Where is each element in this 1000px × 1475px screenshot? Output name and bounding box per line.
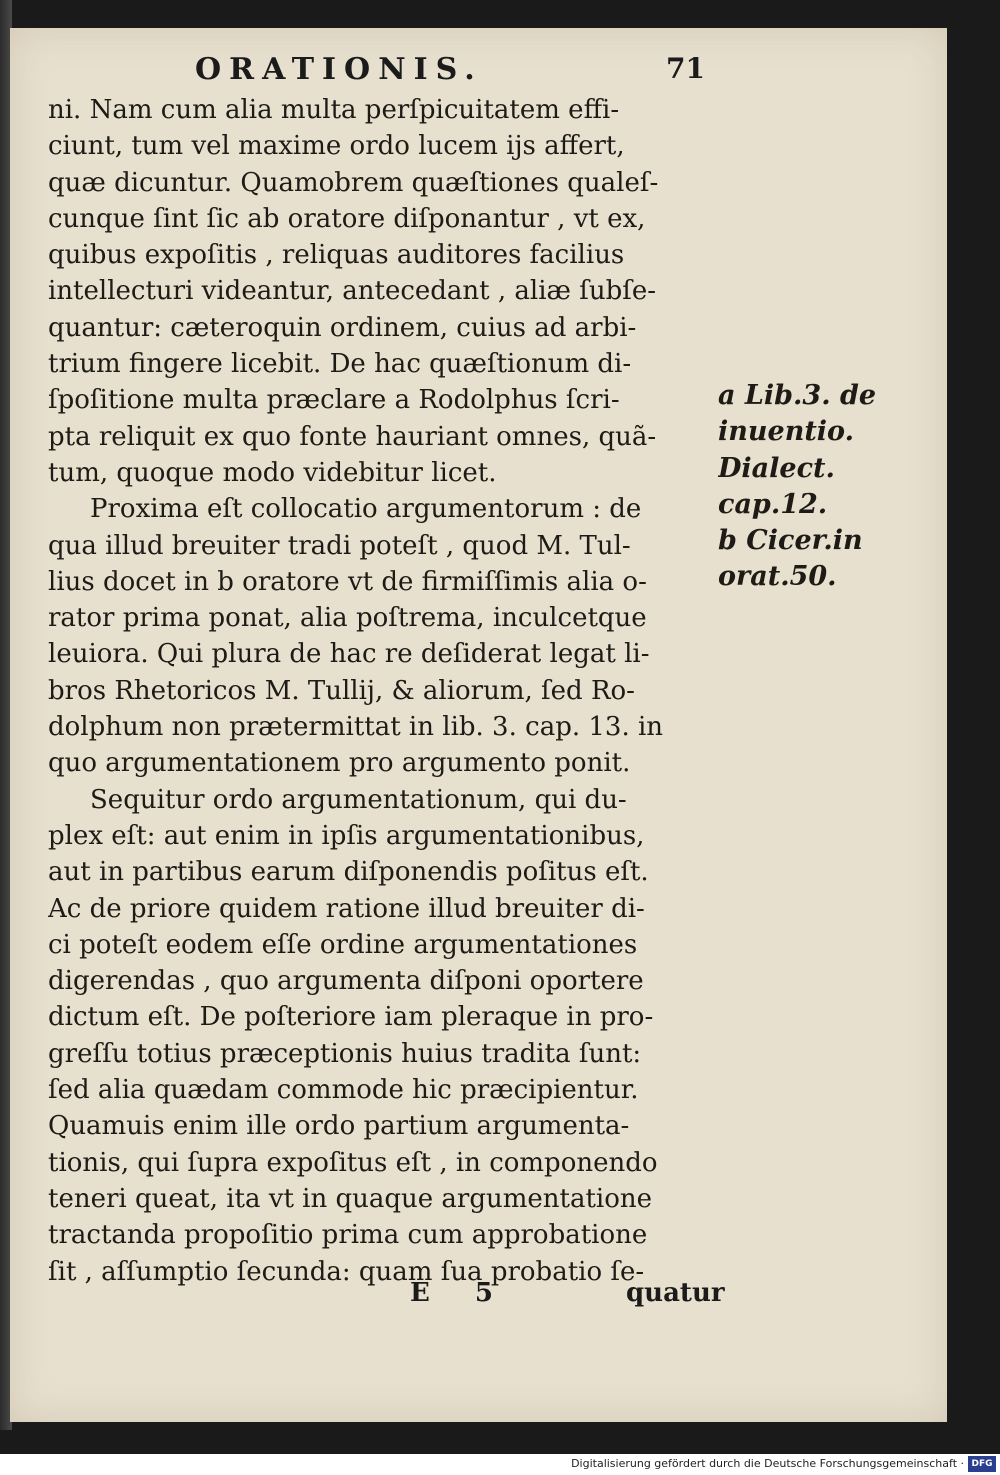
margin-note: a Lib.3. de	[718, 380, 877, 411]
margin-note: b Cicer.in	[718, 525, 863, 557]
text-line: aut in partibus earum diſponendis poſitus eſt.	[48, 857, 649, 888]
signature-mark: E 5	[410, 1278, 511, 1308]
text-line: quæ dicuntur. Quamobrem quæſtiones qualeſ-	[48, 167, 659, 198]
margin-note: Dialect.	[718, 452, 835, 484]
text-line: plex eſt: aut enim in ipſis argumentationibus,	[48, 820, 645, 851]
text-line: ci poteſt eodem eſſe ordine argumentationes	[48, 929, 638, 960]
text-line: qua illud breuiter tradi poteſt , quod M. Tul-	[48, 530, 631, 561]
text-line: tionis, qui ſupra expoſitus eſt , in componendo	[48, 1147, 658, 1178]
text-line: lius docet in b oratore vt de firmiſſimis alia o-	[48, 566, 647, 597]
page-number: 71	[666, 52, 705, 85]
text-line: ſit , aſſumptio ſecunda: quam ſua probatio ſe-	[48, 1256, 645, 1287]
text-line: bros Rhetoricos M. Tullij, & aliorum, ſed Ro-	[48, 675, 635, 706]
text-line: ſpoſitione multa præclare a Rodolphus ſcri-	[48, 385, 620, 416]
text-line: intellecturi videantur, antecedant , aliæ ſubſe-	[48, 276, 657, 307]
text-line: tum, quoque modo videbitur licet.	[48, 457, 497, 488]
catchword: quatur	[626, 1278, 725, 1308]
text-line: quantur: cæteroquin ordinem, cuius ad arbi-	[48, 312, 637, 343]
text-line: greſſu totius præceptionis huius tradita ſunt:	[48, 1038, 642, 1069]
text-line: tractanda propoſitio prima cum approbatione	[48, 1220, 648, 1251]
text-line: Quamuis enim ille ordo partium argumenta-	[48, 1111, 630, 1142]
text-line: leuiora. Qui plura de hac re deſiderat legat li-	[48, 639, 650, 670]
text-line: teneri queat, ita vt in quaque argumentatione	[48, 1183, 653, 1214]
text-line: Ac de priore quidem ratione illud breuiter di-	[48, 893, 645, 924]
margin-notes	[718, 378, 888, 596]
text-line: ni. Nam cum alia multa perſpicuitatem effi-	[48, 95, 620, 125]
text-line: rator prima ponat, alia poſtrema, inculcetque	[48, 603, 647, 634]
text-line: quo argumentationem pro argumento ponit.	[48, 748, 631, 779]
text-line: cunque ſint ſic ab oratore diſponantur , vt ex,	[48, 203, 646, 234]
margin-note: cap.12.	[718, 488, 828, 520]
dfg-logo-icon: DFG	[968, 1456, 996, 1472]
page-header	[195, 52, 705, 96]
text-line: pta reliquit ex quo fonte hauriant omnes, quã-	[48, 421, 657, 452]
funding-credit: Digitalisierung gefördert durch die Deutsche Forschungsgemeinschaft ·	[571, 1457, 964, 1470]
margin-note: inuentio.	[718, 416, 854, 448]
paragraph-start-line: Sequitur ordo argumentationum, qui du-	[90, 784, 627, 815]
running-head: ORATIONIS.	[195, 52, 483, 87]
digitization-footer	[0, 1454, 1000, 1475]
text-line: ciunt, tum vel maxime ordo lucem ijs affert,	[48, 131, 625, 162]
margin-note: orat.50.	[718, 561, 837, 593]
text-line: quibus expoſitis , reliquas auditores facilius	[48, 240, 625, 271]
text-line: digerendas , quo argumenta diſponi oportere	[48, 966, 644, 997]
text-line: trium fingere licebit. De hac quæſtionum di-	[48, 349, 632, 380]
paragraph-start-line: Proxima eſt collocatio argumentorum : de	[90, 494, 642, 525]
text-line: dictum eſt. De poſteriore iam pleraque in pro-	[48, 1002, 654, 1033]
body-text	[48, 92, 718, 1290]
text-line: ſed alia quædam commode hic præcipientur.	[48, 1075, 639, 1106]
text-line: dolphum non prætermittat in lib. 3. cap. 13. in	[48, 712, 664, 743]
